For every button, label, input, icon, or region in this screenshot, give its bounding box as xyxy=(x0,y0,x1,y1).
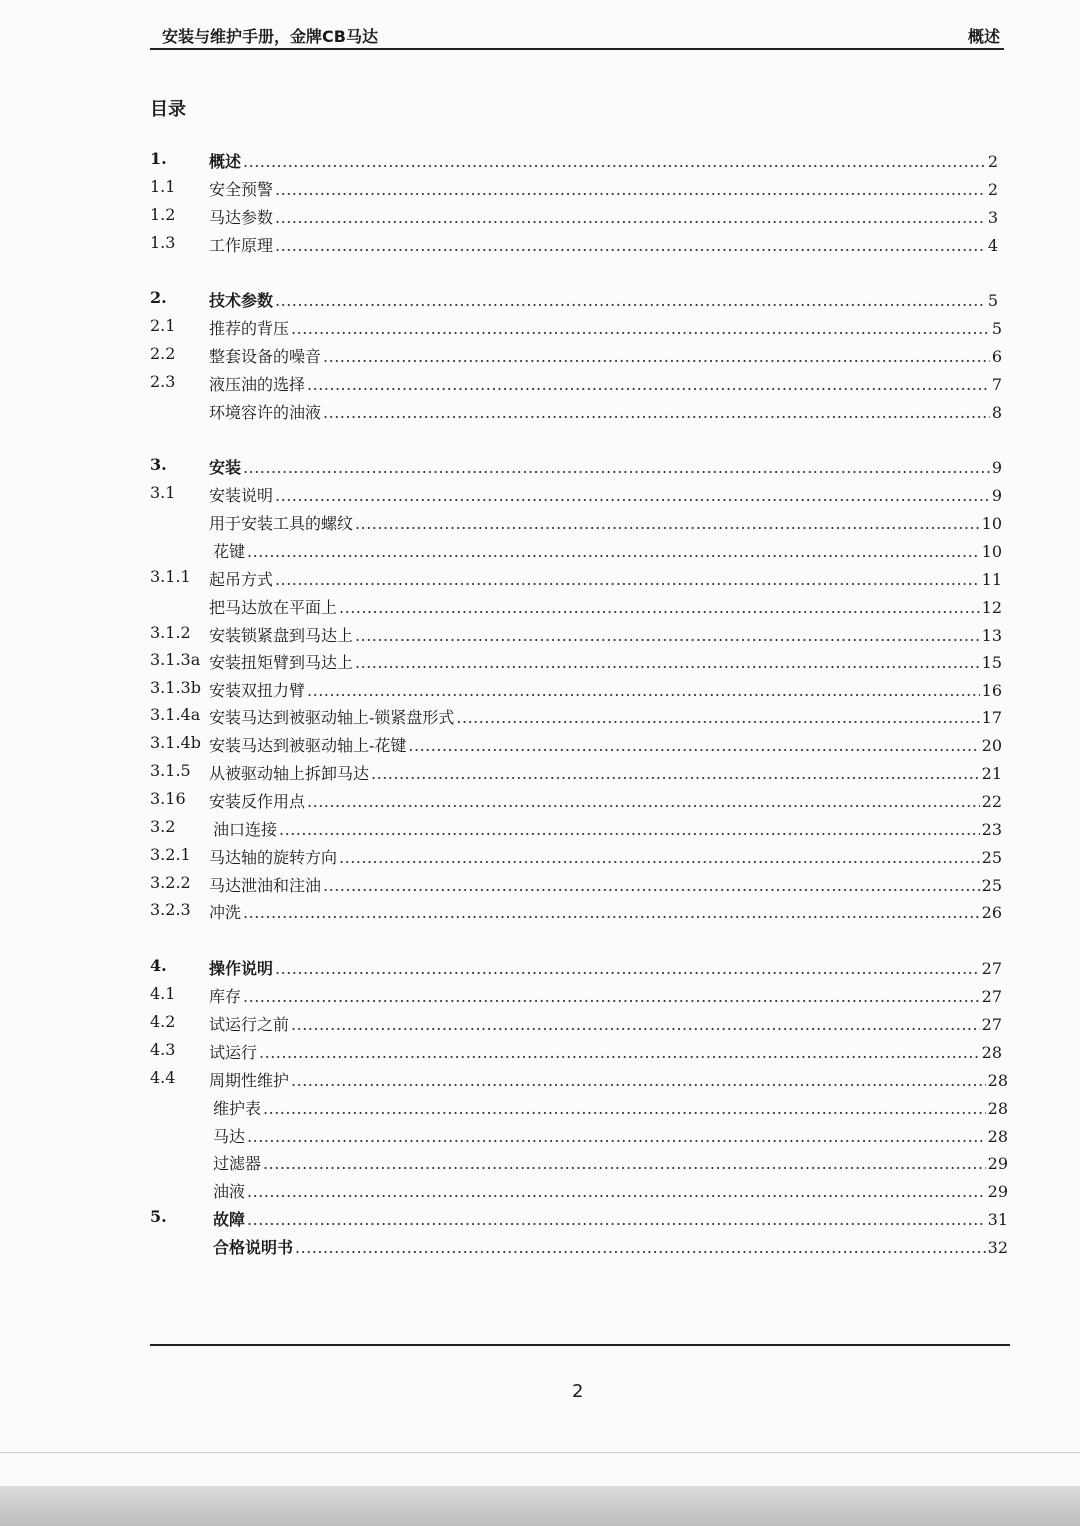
header-title: 安装与维护手册，金牌CB马达 xyxy=(162,27,378,46)
toc-entry[interactable] xyxy=(213,1179,1008,1203)
toc-leader-dots xyxy=(307,681,980,700)
toc-entry-number: 2. xyxy=(150,288,167,307)
toc-entry-title: 试运行 xyxy=(209,1043,258,1062)
toc-entry-page: 17 xyxy=(981,708,1002,727)
toc-entry-page: 16 xyxy=(981,681,1002,700)
toc-entry[interactable] xyxy=(150,1068,1008,1092)
toc-entry-page: 10 xyxy=(981,542,1002,561)
toc-entry-title: 马达 xyxy=(213,1127,246,1146)
toc-entry-number: 4.3 xyxy=(150,1040,176,1059)
toc-entry-page: 25 xyxy=(981,848,1002,867)
toc-entry-page: 9 xyxy=(991,486,1002,505)
toc-entry-title: 安装 xyxy=(209,458,242,477)
toc-entry-number: 1. xyxy=(150,149,167,168)
toc-entry-number: 3.2.2 xyxy=(150,873,191,892)
toc-entry[interactable] xyxy=(150,1012,1002,1036)
toc-entry-page: 32 xyxy=(987,1238,1008,1257)
page-number: 2 xyxy=(572,1381,584,1402)
toc-entry-number: 3. xyxy=(150,455,167,474)
toc-leader-dots xyxy=(323,347,990,366)
toc-entry-title: 概述 xyxy=(209,152,242,171)
toc-leader-dots xyxy=(247,1127,986,1146)
toc-entry-page: 29 xyxy=(987,1182,1008,1201)
header-rule xyxy=(150,48,1004,50)
toc-leader-dots xyxy=(295,1238,986,1257)
toc-leader-dots xyxy=(355,514,980,533)
toc-entry-page: 28 xyxy=(987,1071,1008,1090)
toc-entry[interactable] xyxy=(150,956,1002,980)
toc-entry-title: 马达泄油和注油 xyxy=(209,876,322,895)
toc-leader-dots xyxy=(371,764,980,783)
toc-entry-title: 花键 xyxy=(213,542,246,561)
toc-entry[interactable] xyxy=(213,1235,1008,1259)
toc-entry-number: 5. xyxy=(150,1207,167,1226)
scan-edge xyxy=(0,1486,1080,1526)
toc-entry-number: 3.2 xyxy=(150,817,176,836)
toc-entry[interactable] xyxy=(150,678,1002,702)
toc-entry[interactable] xyxy=(150,789,1002,813)
toc-leader-dots xyxy=(275,291,986,310)
toc-leader-dots xyxy=(323,876,980,895)
toc-entry-page: 15 xyxy=(981,653,1002,672)
toc-entry-page: 28 xyxy=(981,1043,1002,1062)
toc-leader-dots xyxy=(247,1210,986,1229)
toc-entry-number: 4.1 xyxy=(150,984,176,1003)
toc-leader-dots xyxy=(275,208,986,227)
toc-leader-dots xyxy=(259,1043,980,1062)
toc-heading: 目录 xyxy=(150,99,186,120)
toc-entry-title: 起吊方式 xyxy=(209,570,274,589)
toc-entry-number: 4.2 xyxy=(150,1012,176,1031)
toc-entry-title: 马达参数 xyxy=(209,208,274,227)
toc-entry[interactable] xyxy=(209,595,1002,619)
toc-entry[interactable] xyxy=(150,650,1002,674)
toc-entry[interactable] xyxy=(150,817,1002,841)
toc-entry[interactable] xyxy=(150,1040,1002,1064)
toc-entry[interactable] xyxy=(209,511,1002,535)
toc-entry-number: 3.1.3a xyxy=(150,650,201,669)
toc-entry[interactable] xyxy=(150,483,1002,507)
toc-entry-number: 3.1.5 xyxy=(150,761,191,780)
toc-entry-page: 28 xyxy=(987,1127,1008,1146)
toc-leader-dots xyxy=(247,542,980,561)
toc-entry-title: 试运行之前 xyxy=(209,1015,290,1034)
toc-entry-number: 3.1.1 xyxy=(150,567,191,586)
toc-entry[interactable] xyxy=(150,900,1002,924)
toc-entry-page: 12 xyxy=(981,598,1002,617)
toc-entry-title: 环境容许的油液 xyxy=(209,403,322,422)
header-section: 概述 xyxy=(967,27,1000,46)
toc-entry[interactable] xyxy=(150,316,1002,340)
toc-entry-page: 25 xyxy=(981,876,1002,895)
toc-entry-page: 11 xyxy=(981,570,1002,589)
toc-leader-dots xyxy=(243,903,980,922)
toc-entry-title: 整套设备的噪音 xyxy=(209,347,322,366)
toc-entry-page: 13 xyxy=(981,626,1002,645)
toc-leader-dots xyxy=(339,598,980,617)
toc-entry-title: 冲洗 xyxy=(209,903,242,922)
toc-entry-number: 3.2.1 xyxy=(150,845,191,864)
toc-entry-number: 2.2 xyxy=(150,344,176,363)
toc-entry-page: 5 xyxy=(991,319,1002,338)
toc-leader-dots xyxy=(243,987,980,1006)
toc-entry-title: 过滤器 xyxy=(213,1154,262,1173)
toc-leader-dots xyxy=(307,375,990,394)
toc-entry-number: 3.2.3 xyxy=(150,900,191,919)
page-header xyxy=(150,24,1004,46)
toc-entry[interactable] xyxy=(213,1124,1008,1148)
toc-entry[interactable] xyxy=(150,705,1002,729)
toc-entry-number: 4.4 xyxy=(150,1068,176,1087)
toc-leader-dots xyxy=(291,1015,980,1034)
toc-entry-page: 9 xyxy=(991,458,1002,477)
toc-entry[interactable] xyxy=(150,344,1002,368)
toc-entry-title: 安装扭矩臂到马达上 xyxy=(209,653,354,672)
toc-entry-page: 10 xyxy=(981,514,1002,533)
toc-leader-dots xyxy=(339,848,980,867)
toc-entry[interactable] xyxy=(150,233,998,257)
toc-entry[interactable] xyxy=(213,539,1002,563)
toc-leader-dots xyxy=(456,708,979,727)
toc-entry-number: 3.1.3b xyxy=(150,678,201,697)
toc-entry-title: 用于安装工具的螺纹 xyxy=(209,514,354,533)
toc-entry-number: 3.1 xyxy=(150,483,176,502)
footer-rule xyxy=(150,1344,1010,1346)
toc-entry-title: 油口连接 xyxy=(213,820,278,839)
toc-leader-dots xyxy=(275,959,980,978)
toc-leader-dots xyxy=(247,1182,986,1201)
scan-artifact-line xyxy=(0,1452,1080,1453)
toc-entry-title: 安装双扭力臂 xyxy=(209,681,306,700)
toc-entry-title: 操作说明 xyxy=(209,959,274,978)
toc-entry-page: 3 xyxy=(987,208,998,227)
toc-entry-title: 安全预警 xyxy=(209,180,274,199)
toc-entry-number: 2.1 xyxy=(150,316,176,335)
toc-entry-title: 安装马达到被驱动轴上-花键 xyxy=(209,736,407,755)
toc-entry-number: 3.16 xyxy=(150,789,186,808)
toc-entry-number: 3.1.4a xyxy=(150,705,201,724)
toc-entry-number: 1.2 xyxy=(150,205,176,224)
toc-entry[interactable] xyxy=(150,149,998,173)
toc-entry-number: 2.3 xyxy=(150,372,176,391)
toc-entry-page: 29 xyxy=(987,1154,1008,1173)
toc-entry-page: 4 xyxy=(987,236,998,255)
toc-entry-title: 推荐的背压 xyxy=(209,319,290,338)
toc-leader-dots xyxy=(275,236,986,255)
toc-entry[interactable] xyxy=(213,1151,1008,1175)
toc-leader-dots xyxy=(263,1154,986,1173)
toc-entry-title: 马达轴的旋转方向 xyxy=(209,848,338,867)
toc-entry-number: 1.1 xyxy=(150,177,176,196)
toc-leader-dots xyxy=(275,570,980,589)
toc-entry[interactable] xyxy=(150,567,1002,591)
toc-entry-page: 27 xyxy=(981,1015,1002,1034)
toc-entry-number: 3.1.2 xyxy=(150,623,191,642)
toc-entry-page: 2 xyxy=(987,152,998,171)
toc-entry-title: 安装说明 xyxy=(209,486,274,505)
toc-entry-page: 22 xyxy=(981,792,1002,811)
toc-entry[interactable] xyxy=(150,1207,1008,1231)
toc-entry-number: 1.3 xyxy=(150,233,176,252)
toc-entry-page: 6 xyxy=(991,347,1002,366)
toc-entry[interactable] xyxy=(209,400,1002,424)
toc-entry[interactable] xyxy=(150,177,998,201)
toc-entry-page: 20 xyxy=(981,736,1002,755)
toc-entry-title: 库存 xyxy=(209,987,242,1006)
toc-leader-dots xyxy=(408,736,979,755)
toc-leader-dots xyxy=(355,626,980,645)
toc-entry-page: 28 xyxy=(987,1099,1008,1118)
toc-leader-dots xyxy=(307,792,980,811)
toc-entry-number: 4. xyxy=(150,956,167,975)
toc-entry-title: 技术参数 xyxy=(209,291,274,310)
toc-entry-title: 油液 xyxy=(213,1182,246,1201)
toc-entry[interactable] xyxy=(150,288,998,312)
toc-entry-page: 8 xyxy=(991,403,1002,422)
toc-entry-page: 23 xyxy=(981,820,1002,839)
toc-leader-dots xyxy=(275,180,986,199)
toc-entry-page: 21 xyxy=(981,764,1002,783)
toc-entry[interactable] xyxy=(213,1096,1008,1120)
toc-entry-page: 27 xyxy=(981,987,1002,1006)
toc-entry[interactable] xyxy=(150,873,1002,897)
toc-entry[interactable] xyxy=(150,984,1002,1008)
toc-entry[interactable] xyxy=(150,205,998,229)
toc-leader-dots xyxy=(323,403,990,422)
toc-entry-title: 故障 xyxy=(213,1210,246,1229)
toc-entry[interactable] xyxy=(150,372,1002,396)
toc-leader-dots xyxy=(291,319,990,338)
toc-entry-page: 7 xyxy=(991,375,1002,394)
toc-entry-title: 周期性维护 xyxy=(209,1071,290,1090)
toc-entry-page: 5 xyxy=(987,291,998,310)
toc-leader-dots xyxy=(263,1099,986,1118)
toc-entry[interactable] xyxy=(150,623,1002,647)
toc-entry-page: 2 xyxy=(987,180,998,199)
toc-entry-title: 把马达放在平面上 xyxy=(209,598,338,617)
toc-leader-dots xyxy=(243,152,986,171)
toc-leader-dots xyxy=(291,1071,986,1090)
toc-leader-dots xyxy=(279,820,980,839)
toc-entry-title: 安装锁紧盘到马达上 xyxy=(209,626,354,645)
toc-leader-dots xyxy=(355,653,980,672)
toc-leader-dots xyxy=(243,458,990,477)
toc-entry-title: 从被驱动轴上拆卸马达 xyxy=(209,764,370,783)
toc-entry-title: 安装反作用点 xyxy=(209,792,306,811)
toc-entry[interactable] xyxy=(150,455,1002,479)
toc-entry-page: 26 xyxy=(981,903,1002,922)
toc-entry-title: 安装马达到被驱动轴上-锁紧盘形式 xyxy=(209,708,455,727)
toc-entry-page: 31 xyxy=(987,1210,1008,1229)
toc-entry-title: 合格说明书 xyxy=(213,1238,294,1257)
toc-entry-title: 维护表 xyxy=(213,1099,262,1118)
toc-entry-number: 3.1.4b xyxy=(150,733,201,752)
toc-entry[interactable] xyxy=(150,761,1002,785)
toc-entry-title: 液压油的选择 xyxy=(209,375,306,394)
toc-entry-title: 工作原理 xyxy=(209,236,274,255)
toc-entry[interactable] xyxy=(150,845,1002,869)
toc-leader-dots xyxy=(275,486,990,505)
toc-entry-page: 27 xyxy=(981,959,1002,978)
toc-entry[interactable] xyxy=(150,733,1002,757)
